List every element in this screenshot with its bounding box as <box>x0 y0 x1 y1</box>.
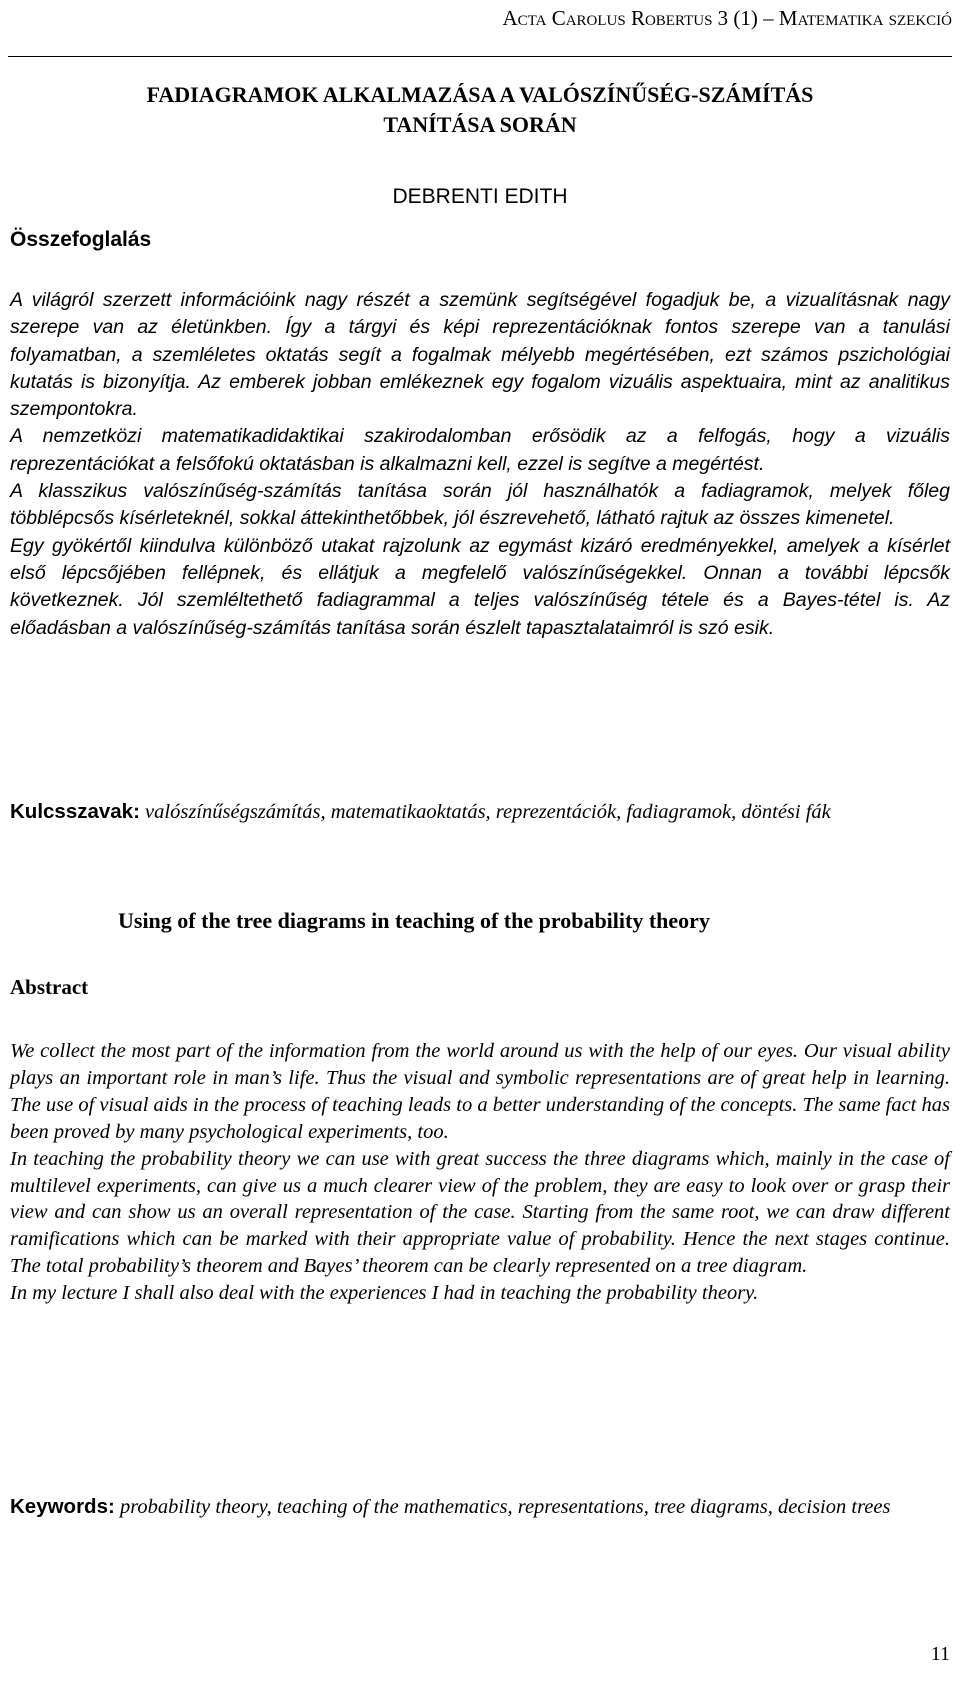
summary-paragraph-2: A nemzetközi matematikadidaktikai szakirodalomban erősödik az a felfogás, hogy a vizuális reprezentációkat a felsőfokú oktatásban is alkalmazni kell, ezzel is segítve a megértést. <box>10 425 950 475</box>
summary-paragraph-1: A világról szerzett információink nagy részét a szemünk segítségével fogadjuk be, a vizualításnak nagy szerepe van az életünkben. Így a tárgyi és képi reprezentációknak fontos szerepe van a tanulási folyamatban, a szemléletes oktatás segít a fogalmak mélyebb megértésében, ezt számos pszichológiai kutatás is bizonyítja. Az emberek jobban emlékeznek egy fogalom vizuális aspektuaira, mint az analitikus szempontokra. <box>10 289 950 421</box>
author-name: DEBRENTI EDITH <box>392 185 568 208</box>
keywords-en <box>10 1493 950 1521</box>
keywords-en-text: probability theory, teaching of the mathematics, representations, tree diagrams, decision trees <box>119 1496 891 1518</box>
english-title: Using of the tree diagrams in teaching of the probability theory <box>118 908 710 933</box>
summary-paragraph-4: Egy gyökértől kiindulva különböző utakat rajzolunk az egymást kizáró eredményekkel, amelyek a kísérlet első lépcsőjében fellépnek, és ellátjuk a megfelelő valószínűségekkel. Onnan a további lépcsők következnek. Jól szemléltethető fadiagrammal a teljes valószínűség tétele és a Bayes-tétel is. Az előadásban a valószínűség-számítás tanítása során észlelt tapasztalataimról is szó esik. <box>10 534 950 639</box>
paper-title <box>0 80 960 140</box>
abstract-heading: Abstract <box>10 975 89 999</box>
paper-title-line-2: TANÍTÁSA SORÁN <box>383 112 577 137</box>
summary-paragraph-3: A klasszikus valószínűség-számítás tanítása során jól használhatók a fadiagramok, melyek főleg többlépcsős kísérleteknél, sokkal áttekinthetőbbek, jól észrevehető, látható rajtuk az összes kimenetel. <box>10 480 950 530</box>
running-head-separator: – <box>763 6 774 30</box>
abstract-paragraph-2: In teaching the probability theory we can use with great success the three diagrams which, mainly in the case of multilevel experiments, can give us a much clearer view of the problem, they are easy to look over or grasp their view and can show us an overall representation of the case. Starting from the same root, we can draw different ramifications which can be marked with their appropriate value of probability. Hence the next stages continue. The total probability’s theorem and Bayes’ theorem can be clearly represented on a tree diagram. <box>10 1147 950 1278</box>
summary-heading: Összefoglalás <box>10 228 152 251</box>
keywords-hu <box>10 798 950 826</box>
abstract-paragraph-1: We collect the most part of the information from the world around us with the help of our eyes. Our visual ability plays an important role in man’s life. Thus the visual and symbolic representations are of great help in learning. The use of visual aids in the process of teaching leads to a better understanding of the concepts. The same fact has been proved by many psychological experiments, too. <box>10 1040 950 1143</box>
journal-section: Matematika szekció <box>778 6 952 30</box>
abstract-body <box>10 1038 950 1307</box>
header-rule <box>8 56 952 57</box>
abstract-paragraph-3: In my lecture I shall also deal with the experiences I had in teaching the probability theory. <box>10 1282 759 1305</box>
page-number: 11 <box>930 1643 950 1665</box>
keywords-hu-text: valószínűségszámítás, matematikaoktatás, reprezentációk, fadiagramok, döntési fák <box>145 801 831 823</box>
paper-title-line-1: FADIAGRAMOK ALKALMAZÁSA A VALÓSZÍNŰSÉG-SZÁMÍTÁS <box>146 82 814 107</box>
journal-name: Acta Carolus Robertus 3 (1) <box>502 6 758 30</box>
keywords-en-label: Keywords: <box>10 1495 115 1518</box>
summary-body <box>10 287 950 642</box>
running-head <box>502 6 952 31</box>
keywords-hu-label: Kulcsszavak: <box>10 800 140 823</box>
